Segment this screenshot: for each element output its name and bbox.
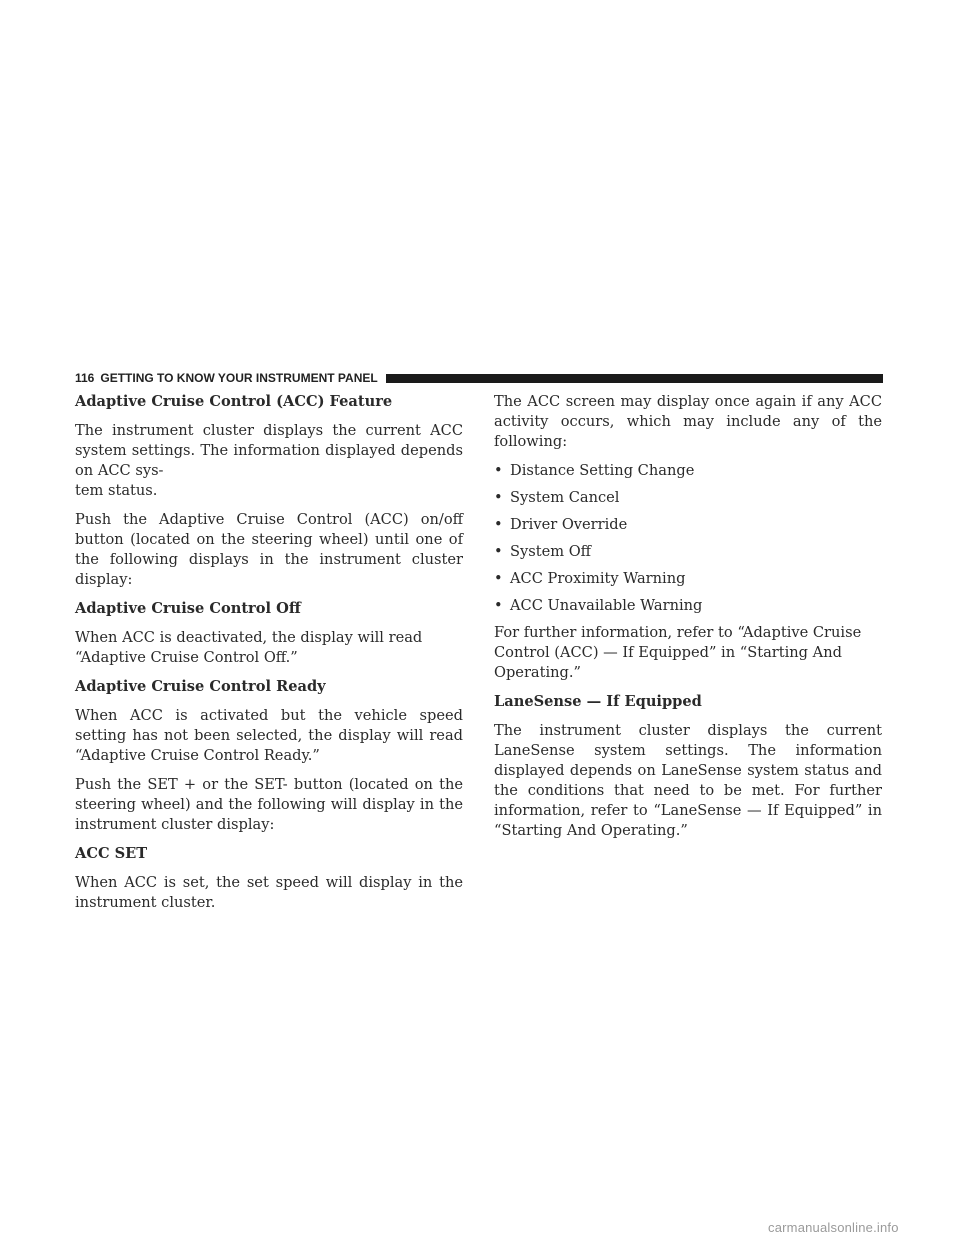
- heading-acc-ready: Adaptive Cruise Control Ready: [75, 678, 326, 695]
- right-column: [494, 392, 882, 850]
- para-acc-set: When ACC is set, the set speed will display in the instrument cluster.: [75, 874, 463, 911]
- para-cluster-settings-line2: tem status.: [75, 482, 158, 499]
- bullet-dot-icon: •: [494, 543, 503, 560]
- watermark: carmanualsonline.info: [768, 1220, 899, 1235]
- bullet-item: [494, 542, 882, 562]
- bullet-item: [494, 461, 882, 481]
- bullet-text: System Off: [510, 543, 592, 560]
- bullet-dot-icon: •: [494, 462, 503, 479]
- heading-lanesense: LaneSense — If Equipped: [494, 693, 702, 710]
- bullet-item: [494, 569, 882, 589]
- para-redisplay: The ACC screen may display once again if any ACC activity occurs, which may include any of the following:: [494, 393, 882, 450]
- bullet-dot-icon: •: [494, 570, 503, 587]
- para-further-info: For further information, refer to “Adaptive Cruise Control (ACC) — If Equipped” in “Starting And Operating.”: [494, 624, 862, 681]
- page-number: 116: [75, 371, 95, 385]
- bullet-text: Distance Setting Change: [510, 462, 695, 479]
- para-cluster-settings-line1: The instrument cluster displays the current ACC system settings. The information displayed depends on ACC sys-: [75, 422, 463, 479]
- para-acc-off: When ACC is deactivated, the display will read “Adaptive Cruise Control Off.”: [75, 629, 423, 666]
- bullet-item: [494, 596, 882, 616]
- bullet-text: Driver Override: [510, 516, 628, 533]
- header-rule: [386, 374, 883, 383]
- para-cluster-settings: [75, 421, 463, 501]
- heading-acc-off: Adaptive Cruise Control Off: [75, 600, 301, 617]
- bullet-dot-icon: •: [494, 489, 503, 506]
- bullet-text: ACC Unavailable Warning: [510, 597, 703, 614]
- bullet-text: System Cancel: [510, 489, 620, 506]
- bullet-dot-icon: •: [494, 597, 503, 614]
- section-title: GETTING TO KNOW YOUR INSTRUMENT PANEL: [100, 371, 378, 385]
- para-lanesense: The instrument cluster displays the current LaneSense system settings. The information displayed depends on LaneSense system status and the conditions that need to be met. For further information, refer to “LaneSense — If Equipped” in “Starting And Operating.”: [494, 722, 882, 839]
- heading-acc-feature: Adaptive Cruise Control (ACC) Feature: [75, 393, 393, 410]
- bullet-item: [494, 515, 882, 535]
- para-push-set: Push the SET + or the SET- button (located on the steering wheel) and the following will display in the instrument cluster display:: [75, 776, 463, 833]
- bullet-item: [494, 488, 882, 508]
- para-push-onoff: Push the Adaptive Cruise Control (ACC) on/off button (located on the steering wheel) until one of the following displays in the instrument cluster display:: [75, 511, 463, 588]
- bullet-text: ACC Proximity Warning: [510, 570, 686, 587]
- para-acc-ready: When ACC is activated but the vehicle speed setting has not been selected, the display will read “Adaptive Cruise Control Ready.”: [75, 707, 463, 764]
- heading-acc-set: ACC SET: [75, 845, 148, 862]
- page-header: [75, 370, 883, 386]
- bullet-dot-icon: •: [494, 516, 503, 533]
- left-column: [75, 392, 463, 922]
